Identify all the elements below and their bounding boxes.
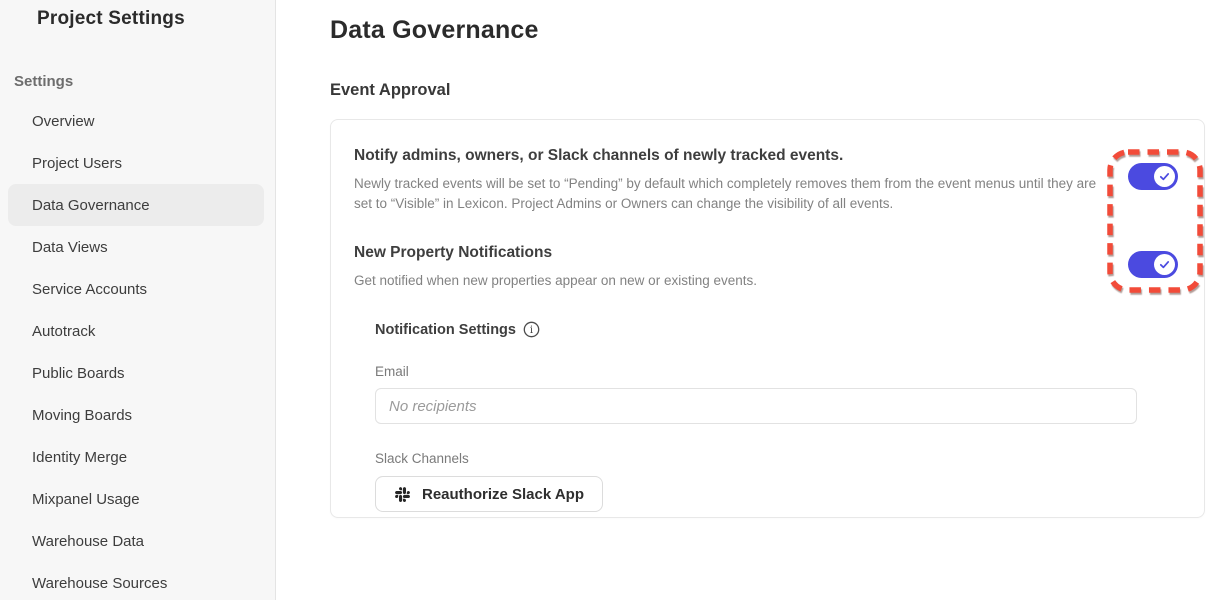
sidebar-section-label: Settings — [14, 73, 74, 90]
page-title: Data Governance — [330, 16, 539, 44]
notify-events-text — [354, 147, 1128, 214]
notify-events-setting-row — [354, 147, 1180, 214]
sidebar-item-warehouse-data[interactable] — [8, 520, 264, 562]
sidebar-item-label: Overview — [32, 112, 95, 130]
notification-settings-heading: Notification Settings — [375, 321, 516, 338]
notify-events-title: Notify admins, owners, or Slack channels of newly tracked events. — [354, 147, 844, 164]
sidebar-item-mixpanel-usage[interactable] — [8, 478, 264, 520]
sidebar-item-label: Data Views — [32, 238, 108, 256]
slack-icon — [394, 486, 411, 503]
notification-settings-header — [375, 321, 1180, 338]
reauthorize-slack-label: Reauthorize Slack App — [422, 485, 584, 503]
sidebar-item-moving-boards[interactable] — [8, 394, 264, 436]
sidebar-item-label: Warehouse Data — [32, 532, 145, 550]
event-approval-heading: Event Approval — [330, 81, 451, 99]
sidebar-nav — [0, 100, 275, 600]
sidebar-item-service-accounts[interactable] — [8, 268, 264, 310]
reauthorize-slack-button[interactable] — [375, 476, 603, 512]
check-icon — [1158, 170, 1171, 183]
sidebar-item-label: Service Accounts — [32, 280, 148, 298]
sidebar-item-data-views[interactable] — [8, 226, 264, 268]
new-property-setting-row — [354, 244, 1180, 291]
slack-channels-label: Slack Channels — [375, 451, 469, 466]
new-property-description: Get notified when new properties appear on new or existing events. — [354, 273, 757, 288]
svg-text:i: i — [529, 325, 534, 337]
sidebar-item-label: Moving Boards — [32, 406, 133, 424]
sidebar-item-label: Project Users — [32, 154, 123, 172]
email-label: Email — [375, 364, 409, 379]
toggle-knob — [1154, 254, 1175, 275]
sidebar-item-label: Identity Merge — [32, 448, 128, 466]
email-recipients-input[interactable] — [375, 388, 1137, 424]
main-content — [276, 0, 1217, 600]
info-circle-icon[interactable] — [523, 321, 540, 338]
sidebar-item-label: Autotrack — [32, 322, 96, 340]
sidebar-item-overview[interactable] — [8, 100, 264, 142]
sidebar-item-label: Data Governance — [32, 196, 150, 214]
new-property-title: New Property Notifications — [354, 244, 553, 261]
notify-events-description: Newly tracked events will be set to “Pending” by default which completely removes them from the event menus until they are set to “Visible” in Lexicon. Project Admins or Owners can change the visibility of all events. — [354, 176, 1097, 211]
sidebar-item-warehouse-sources[interactable] — [8, 562, 264, 600]
sidebar-item-label: Mixpanel Usage — [32, 490, 140, 508]
sidebar-item-autotrack[interactable] — [8, 310, 264, 352]
new-property-text — [354, 244, 1128, 291]
sidebar-title: Project Settings — [37, 8, 185, 29]
check-icon — [1158, 258, 1171, 271]
new-property-toggle[interactable] — [1128, 251, 1178, 278]
sidebar-item-data-governance[interactable] — [8, 184, 264, 226]
sidebar-item-label: Public Boards — [32, 364, 125, 382]
project-settings-sidebar — [0, 0, 276, 600]
sidebar-item-public-boards[interactable] — [8, 352, 264, 394]
notify-events-toggle[interactable] — [1128, 163, 1178, 190]
sidebar-item-identity-merge[interactable] — [8, 436, 264, 478]
sidebar-item-project-users[interactable] — [8, 142, 264, 184]
toggle-knob — [1154, 166, 1175, 187]
notification-settings-section — [375, 321, 1180, 512]
event-approval-card — [330, 119, 1205, 518]
sidebar-item-label: Warehouse Sources — [32, 574, 168, 592]
